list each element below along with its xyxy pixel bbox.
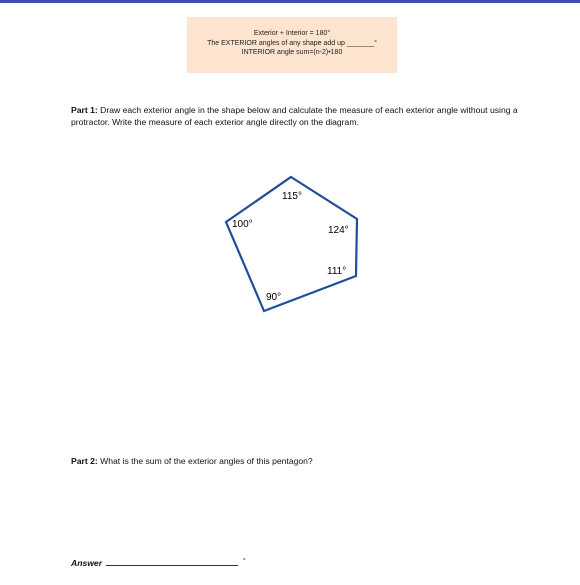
angle-label-top: 115° [282,191,302,202]
angle-label-bottom: 90° [266,292,282,303]
answer-label: Answer [71,558,103,568]
formula-line-3: INTERIOR angle sum=(n-2)•180 [241,49,343,56]
answer-blank[interactable] [106,556,238,566]
angle-label-upper-right: 124° [328,225,349,236]
formula-line-1: Exterior + Interior = 180° [253,30,331,37]
angle-label-left: 100° [232,219,253,230]
answer-row [71,556,246,571]
angle-label-lower-right: 111° [327,266,347,277]
part1-text: Draw each exterior angle in the shape below and calculate the measure of each exterior angle without using a protractor. Write the measure of each exterior angle directly on the diagram. [71,105,518,127]
part2-label: Part 2: [71,456,98,466]
part2-text: What is the sum of the exterior angles of this pentagon? [97,456,313,466]
answer-degree-symbol: ° [242,558,246,565]
part2-question [71,455,313,467]
part1-label: Part 1: [71,105,98,115]
formula-line-2: The EXTERIOR angles of any shape add up _______° [207,39,377,47]
